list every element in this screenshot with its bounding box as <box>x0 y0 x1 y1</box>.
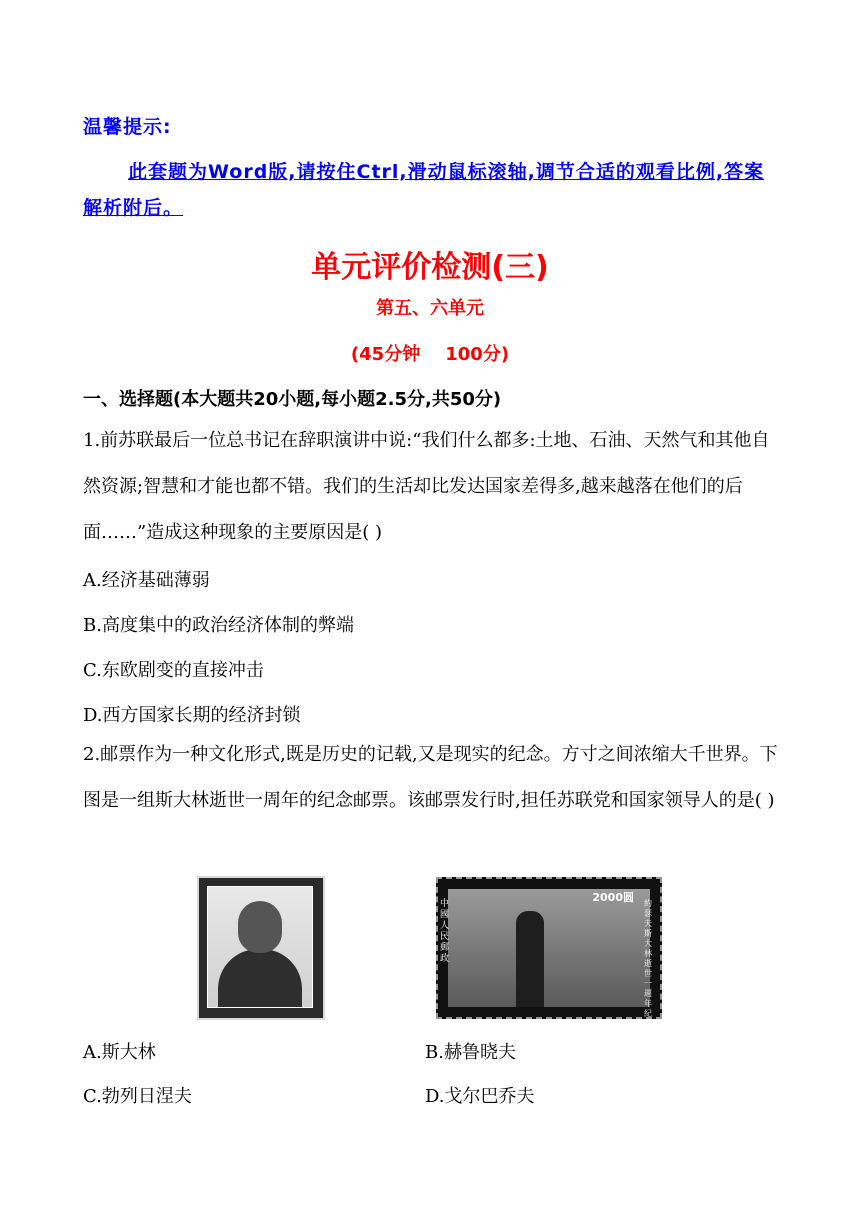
portrait-body-shape <box>218 949 302 1007</box>
time-and-score: (45分钟 100分) <box>350 344 510 365</box>
standing-figure-shape <box>516 911 544 1007</box>
page-title: 单元评价检测(三) <box>311 250 549 285</box>
q2-option-d: D.戈尔巴乔夫 <box>425 1086 535 1107</box>
q1-option-d: D.西方国家长期的经济封锁 <box>83 705 301 726</box>
portrait-head-shape <box>238 901 282 953</box>
stamp-left-text: 中國人民郵政 <box>440 899 450 964</box>
q1-option-a: A.经济基础薄弱 <box>83 570 210 591</box>
q2-option-a: A.斯大林 <box>83 1042 156 1063</box>
stamp-scene-area <box>448 889 650 1007</box>
stalin-memorial-stamp <box>436 877 668 1048</box>
stalin-portrait-stamp <box>197 876 325 1020</box>
tip-body <box>83 154 783 226</box>
question-2-stem: 2.邮票作为一种文化形式,既是历史的记载,又是现实的纪念。方寸之间浓缩大千世界。下图是一组斯大林逝世一周年的纪念邮票。该邮票发行时,担任苏联党和国家领导人的是( ) <box>83 744 778 811</box>
page-subtitle: 第五、六单元 <box>376 298 484 319</box>
tip-heading: 温馨提示: <box>83 116 172 138</box>
q2-option-b: B.赫鲁晓夫 <box>425 1042 516 1063</box>
stamp-right-text: 約瑟夫斯大林逝世一週年紀念1953-1954 <box>644 899 668 1048</box>
stamp-portrait-area <box>207 886 313 1008</box>
q2-option-c: C.勃列日涅夫 <box>83 1086 192 1107</box>
section-heading: 一、选择题(本大题共20小题,每小题2.5分,共50分) <box>83 389 502 410</box>
tip-body-text: 此套题为Word版,请按住Ctrl,滑动鼠标滚轴,调节合适的观看比例,答案解析附后。 <box>83 161 765 219</box>
question-1-stem: 1.前苏联最后一位总书记在辞职演讲中说:“我们什么都多:土地、石油、天然气和其他自然资源;智慧和才能也都不错。我们的生活却比发达国家差得多,越来越落在他们的后面……”造成这种现象的主要原因是( ) <box>83 430 770 543</box>
q1-option-b: B.高度集中的政治经济体制的弊端 <box>83 615 354 636</box>
stamp-face-value: 2000圆 <box>592 891 634 904</box>
q1-option-c: C.东欧剧变的直接冲击 <box>83 660 264 681</box>
